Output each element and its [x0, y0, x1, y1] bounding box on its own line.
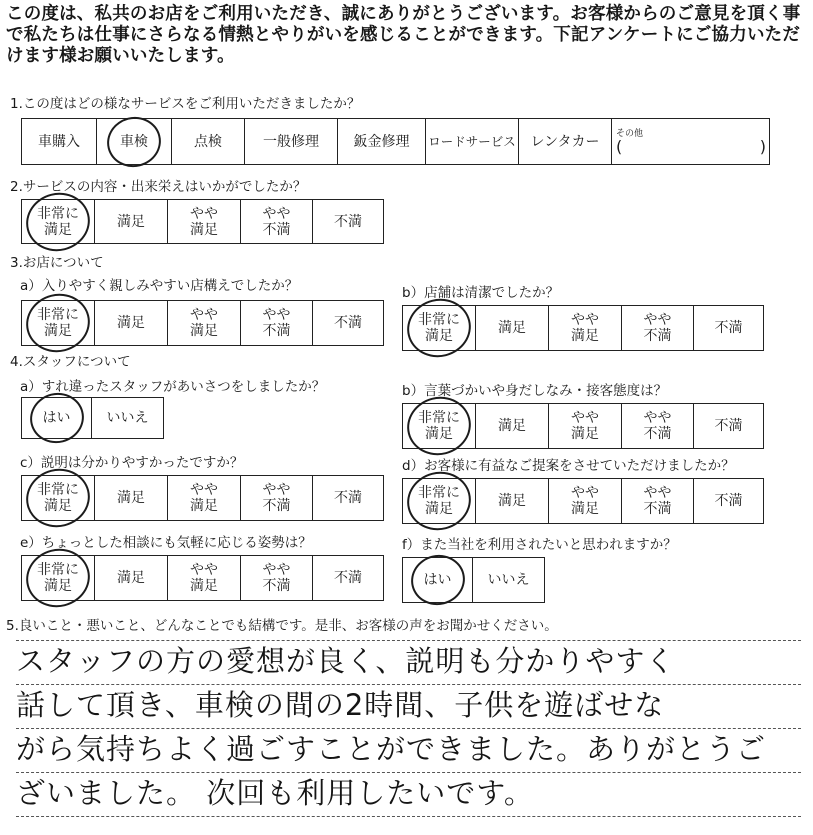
q3a-option-somewhat-dissatisfied[interactable]: やや 不満: [241, 301, 313, 345]
q4d-option-somewhat-satisfied[interactable]: やや 満足: [549, 479, 622, 523]
q3b-option-very-satisfied[interactable]: 非常に 満足: [403, 306, 476, 350]
q4d-option-somewhat-dissatisfied[interactable]: やや 不満: [622, 479, 694, 523]
question-4b: b）言葉づかいや身だしなみ・接客態度は？: [402, 383, 668, 399]
question-4f: f）また当社を利用されたいと思われますか？: [402, 537, 677, 553]
q2-option-somewhat-satisfied[interactable]: やや 満足: [168, 200, 241, 243]
q4b-option-dissatisfied[interactable]: 不満: [714, 418, 743, 434]
question-4: 4.スタッフについて: [10, 354, 131, 370]
q4c-options: [21, 475, 384, 521]
q4f-options: [402, 557, 545, 603]
q4b-option-somewhat-dissatisfied[interactable]: やや 不満: [622, 404, 694, 448]
q4b-options: [402, 403, 764, 449]
question-4e: e）ちょっとした相談にも気軽に応じる姿勢は？: [20, 535, 312, 551]
q1-other-label: その他: [616, 128, 644, 139]
question-3a: a）入りやすく親しみやすい店構えでしたか？: [20, 278, 299, 294]
answer-line: 話して頂き、車検の間の2時間、子供を遊ばせな: [16, 685, 801, 729]
q3b-option-dissatisfied[interactable]: 不満: [714, 320, 743, 336]
q2-option-very-satisfied[interactable]: 非常に 満足: [22, 200, 95, 243]
answer-line: ざいました。 次回も利用したいです。: [16, 773, 801, 817]
q4c-option-dissatisfied[interactable]: 不満: [334, 490, 362, 506]
q1-option-general-repair[interactable]: 一般修理: [245, 119, 338, 164]
q4e-option-somewhat-dissatisfied[interactable]: やや 不満: [241, 556, 313, 600]
q3b-option-satisfied[interactable]: 満足: [476, 306, 549, 350]
question-1: 1.この度はどの様なサービスをご利用いただきましたか？: [10, 96, 361, 112]
q2-options: [21, 199, 384, 244]
q4e-option-very-satisfied[interactable]: 非常に 満足: [22, 556, 95, 600]
q4e-option-dissatisfied[interactable]: 不満: [334, 570, 362, 586]
intro-text: この度は、私共のお店をご利用いただき、誠にありがとうございます。お客様からのご意見を頂く事で私たちは仕事にさらなる情熱とやりがいを感じることができます。下記アンケートにご協力いただけます様お願いいたします。: [6, 4, 801, 66]
q1-option-body-repair[interactable]: 鈑金修理: [338, 119, 426, 164]
question-5: 5.良いこと・悪いこと、どんなことでも結構です。是非、お客様の声をお聞かせください。: [6, 618, 558, 634]
q4c-option-somewhat-dissatisfied[interactable]: やや 不満: [241, 476, 313, 520]
q4e-option-somewhat-satisfied[interactable]: やや 満足: [168, 556, 241, 600]
q1-option-road-service[interactable]: ロードサービス: [426, 119, 519, 164]
q1-option-other[interactable]: その他 ( ): [616, 128, 766, 156]
question-3: 3.お店について: [10, 255, 104, 271]
q1-option-rental-car[interactable]: レンタカー: [519, 119, 612, 164]
q4b-option-somewhat-satisfied[interactable]: やや 満足: [549, 404, 622, 448]
q4f-option-no[interactable]: いいえ: [487, 572, 530, 588]
q1-option-car-purchase[interactable]: 車購入: [22, 119, 97, 164]
q1-option-shaken[interactable]: 車検: [97, 119, 172, 164]
q4e-option-satisfied[interactable]: 満足: [95, 556, 168, 600]
q3b-option-somewhat-dissatisfied[interactable]: やや 不満: [622, 306, 694, 350]
q1-options: [21, 118, 770, 165]
answer-line: スタッフの方の愛想が良く、説明も分かりやすく: [16, 640, 801, 685]
q4c-option-very-satisfied[interactable]: 非常に 満足: [22, 476, 95, 520]
q4b-option-very-satisfied[interactable]: 非常に 満足: [403, 404, 476, 448]
question-4d: d）お客様に有益なご提案をさせていただけましたか？: [402, 458, 735, 474]
q4b-option-satisfied[interactable]: 満足: [476, 404, 549, 448]
q3a-option-satisfied[interactable]: 満足: [95, 301, 168, 345]
q4d-options: [402, 478, 764, 524]
q2-option-satisfied[interactable]: 満足: [95, 200, 168, 243]
q4f-option-yes[interactable]: はい: [403, 558, 473, 602]
q3b-option-somewhat-satisfied[interactable]: やや 満足: [549, 306, 622, 350]
question-3b: b）店舗は清潔でしたか？: [402, 285, 560, 301]
q3a-option-very-satisfied[interactable]: 非常に 満足: [22, 301, 95, 345]
q2-option-dissatisfied[interactable]: 不満: [334, 213, 362, 230]
q4c-option-somewhat-satisfied[interactable]: やや 満足: [168, 476, 241, 520]
q4d-option-dissatisfied[interactable]: 不満: [714, 493, 743, 509]
q4a-options: [21, 397, 164, 439]
q4a-option-no[interactable]: いいえ: [106, 410, 149, 426]
question-2: 2.サービスの内容・出来栄えはいかがでしたか？: [10, 179, 307, 195]
q4a-option-yes[interactable]: はい: [22, 398, 92, 438]
q2-option-somewhat-dissatisfied[interactable]: やや 不満: [241, 200, 313, 243]
question-4c: c）説明は分かりやすかったですか？: [20, 455, 244, 471]
q3a-options: [21, 300, 384, 346]
answer-line: がら気持ちよく過ごすことができました。ありがとうご: [16, 729, 801, 773]
q4e-options: [21, 555, 384, 601]
q1-option-inspection[interactable]: 点検: [172, 119, 245, 164]
q3b-options: [402, 305, 764, 351]
question-4a: a）すれ違ったスタッフがあいさつをしましたか？: [20, 379, 326, 395]
q4d-option-satisfied[interactable]: 満足: [476, 479, 549, 523]
q3a-option-somewhat-satisfied[interactable]: やや 満足: [168, 301, 241, 345]
free-comment-area[interactable]: [16, 640, 801, 817]
q4c-option-satisfied[interactable]: 満足: [95, 476, 168, 520]
q4d-option-very-satisfied[interactable]: 非常に 満足: [403, 479, 476, 523]
q3a-option-dissatisfied[interactable]: 不満: [334, 315, 362, 331]
